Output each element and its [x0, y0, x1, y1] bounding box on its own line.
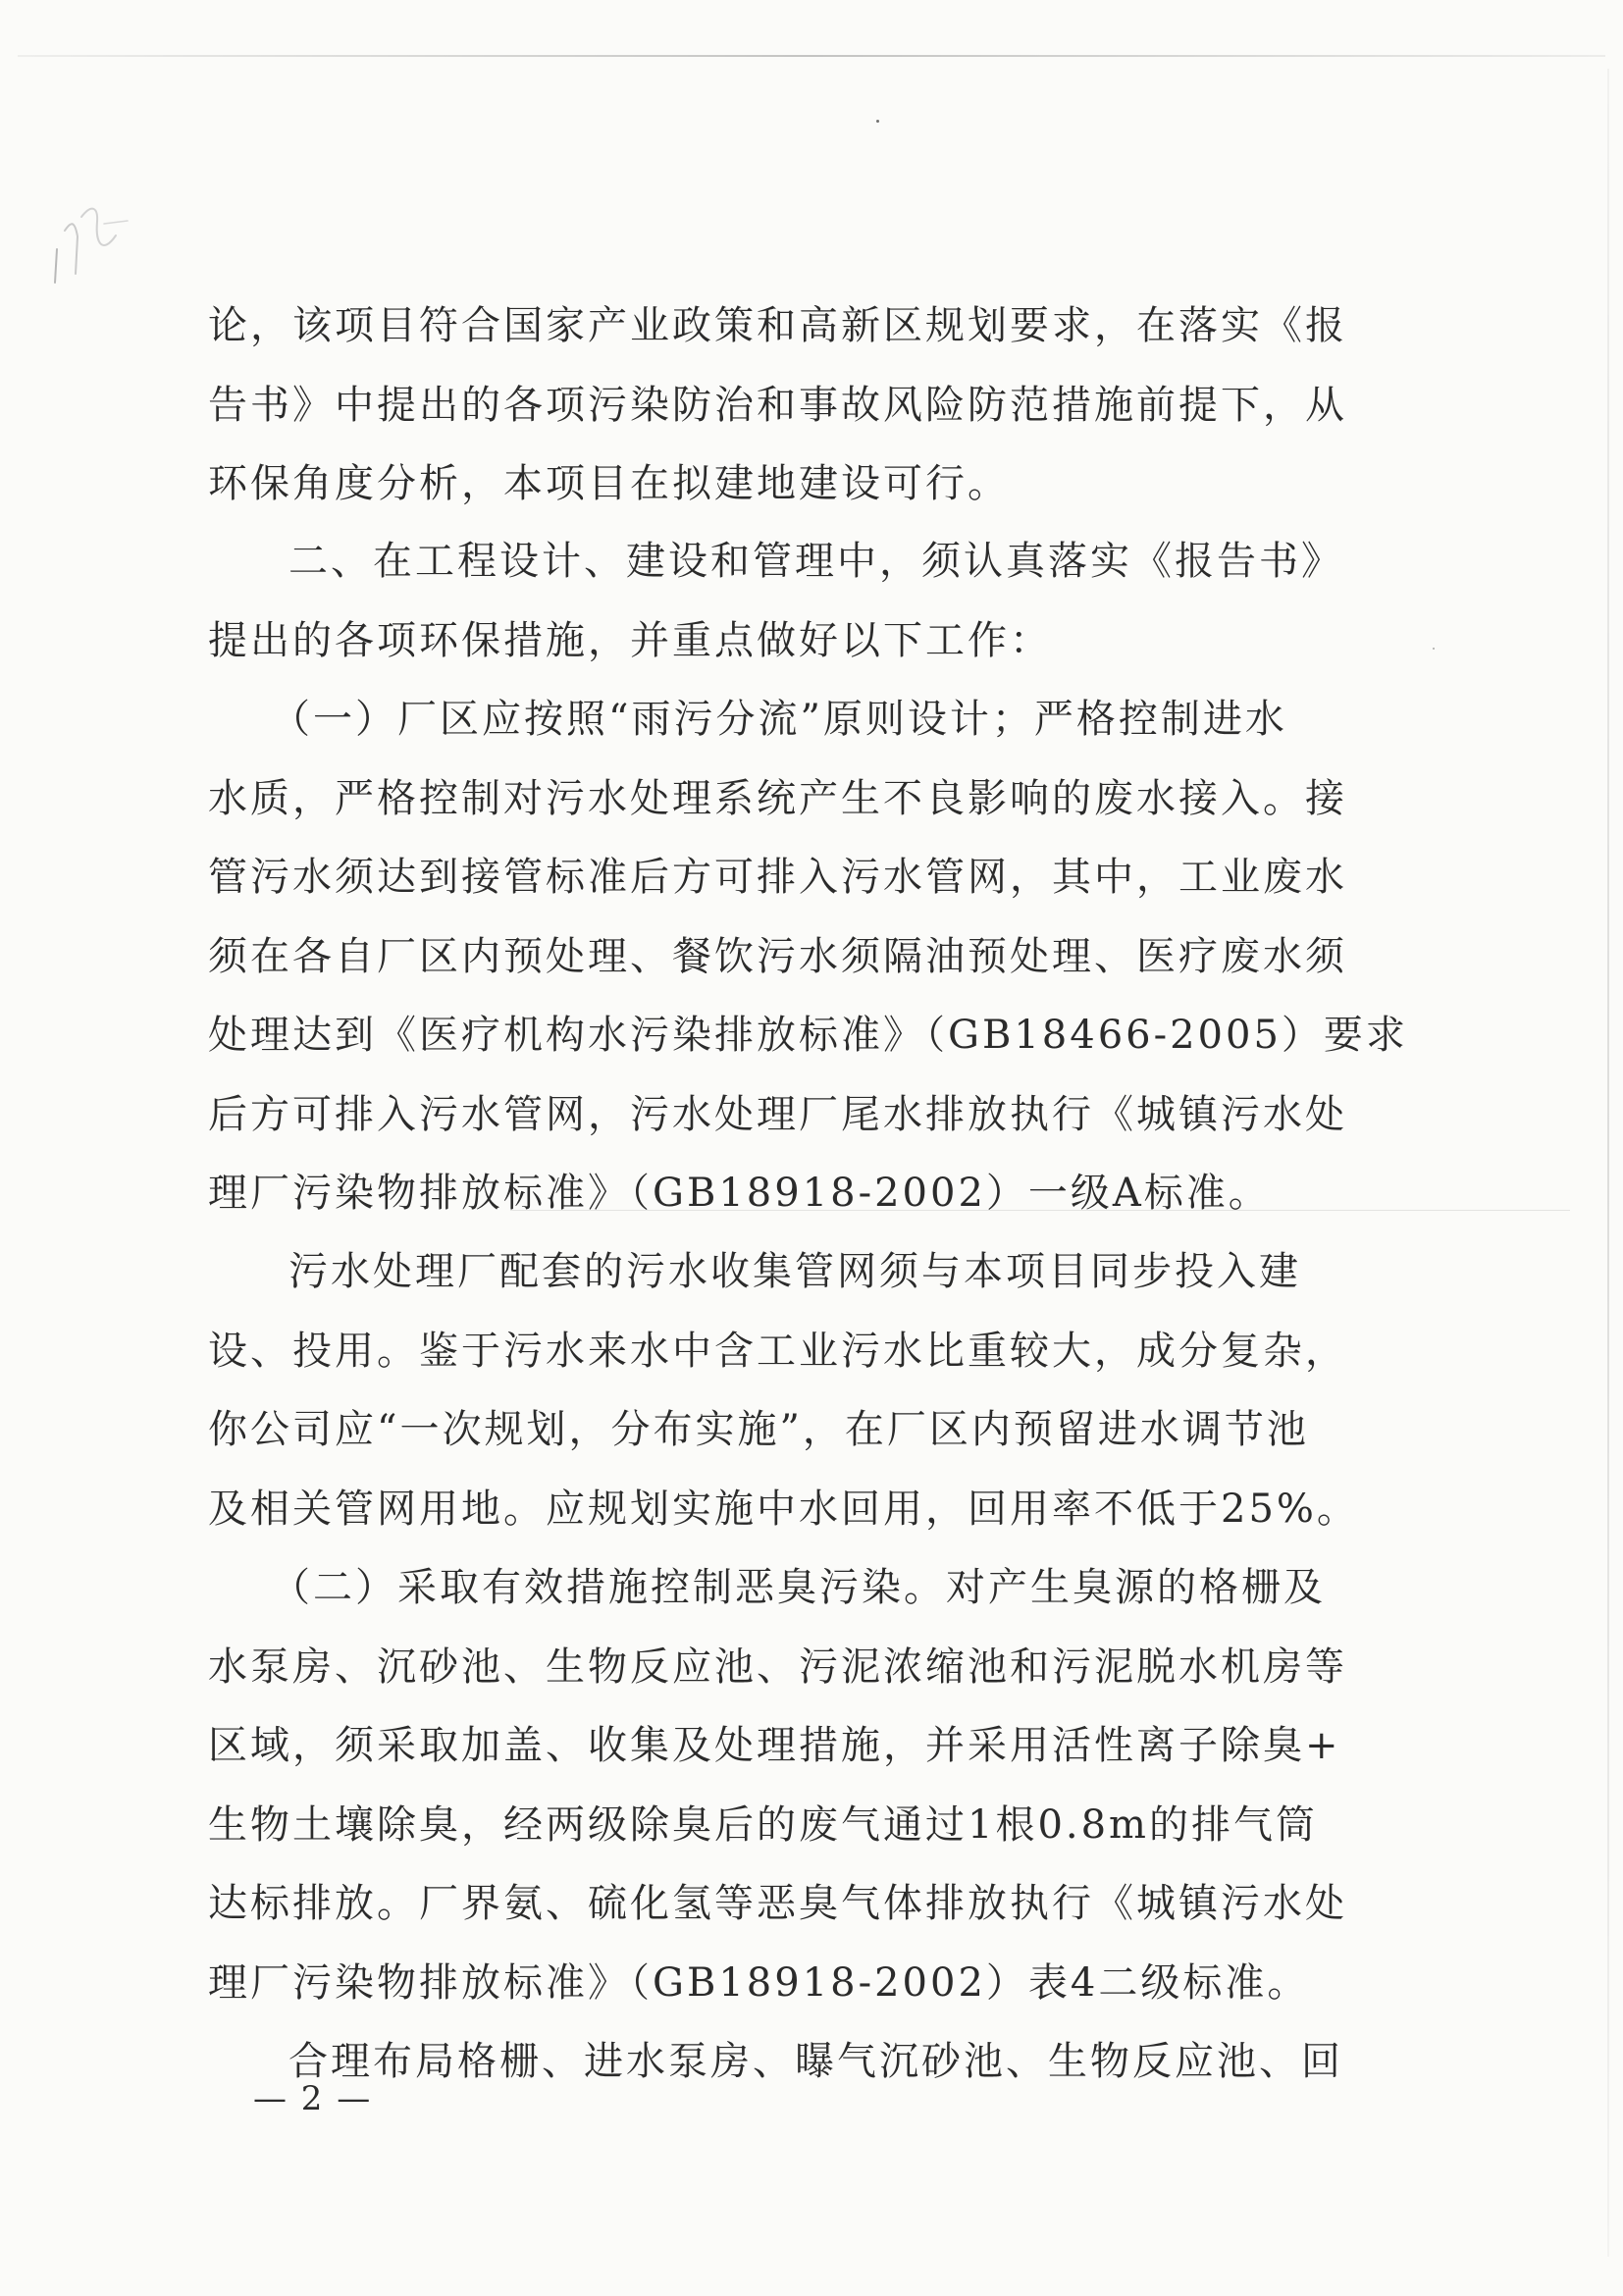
paragraph-start-line: 污水处理厂配套的污水收集管网须与本项目同步投入建: [288, 1249, 1301, 1294]
body-text-line: 环保角度分析，本项目在拟建地建设可行。: [208, 461, 1010, 506]
subsection-line: （一）厂区应按照“雨污分流”原则设计；严格控制进水: [271, 697, 1287, 742]
body-text-line: 及相关管网用地。应规划实施中水回用，回用率不低于25%。: [208, 1487, 1359, 1532]
paragraph-start-line: 合理布局格栅、进水泵房、曝气沉砂池、生物反应池、回: [288, 2039, 1343, 2084]
body-text-line: 你公司应“一次规划，分布实施”，在厂区内预留进水调节池: [208, 1407, 1309, 1452]
body-text-line: 生物土壤除臭，经两级除臭后的废气通过1根0.8m的排气筒: [208, 1802, 1318, 1848]
body-text-line: 论，该项目符合国家产业政策和高新区规划要求，在落实《报: [208, 303, 1347, 348]
body-text-line: 理厂污染物排放标准》（GB18918-2002）表4二级标准。: [208, 1960, 1310, 2006]
body-text-line: 设、投用。鉴于污水来水中含工业污水比重较大，成分复杂，: [208, 1329, 1347, 1374]
body-text-line: 水泵房、沉砂池、生物反应池、污泥浓缩池和污泥脱水机房等: [208, 1644, 1347, 1690]
body-text-line: 提出的各项环保措施，并重点做好以下工作：: [208, 618, 1052, 663]
body-text-line: 告书》中提出的各项污染防治和事故风险防范措施前提下，从: [208, 383, 1347, 428]
body-text-line: 后方可排入污水管网，污水处理厂尾水排放执行《城镇污水处: [208, 1092, 1347, 1137]
body-text-line: 处理达到《医疗机构水污染排放标准》（GB18466-2005）要求: [208, 1013, 1408, 1058]
page-number: — 2 —: [253, 2079, 373, 2118]
body-text-line: 须在各自厂区内预处理、餐饮污水须隔油预处理、医疗废水须: [208, 934, 1347, 979]
body-text-line: 管污水须达到接管标准后方可排入污水管网，其中，工业废水: [208, 855, 1347, 900]
body-text-line: 区域，须采取加盖、收集及处理措施，并采用活性离子除臭+: [208, 1723, 1341, 1768]
section-heading-line: 二、在工程设计、建设和管理中，须认真落实《报告书》: [288, 539, 1343, 584]
body-text-line: 理厂污染物排放标准》（GB18918-2002）一级A标准。: [208, 1171, 1271, 1216]
body-text-line: 水质，严格控制对污水处理系统产生不良影响的废水接入。接: [208, 776, 1347, 821]
body-text-line: 达标排放。厂界氨、硫化氢等恶臭气体排放执行《城镇污水处: [208, 1881, 1347, 1926]
subsection-line: （二）采取有效措施控制恶臭污染。对产生臭源的格栅及: [271, 1565, 1326, 1610]
